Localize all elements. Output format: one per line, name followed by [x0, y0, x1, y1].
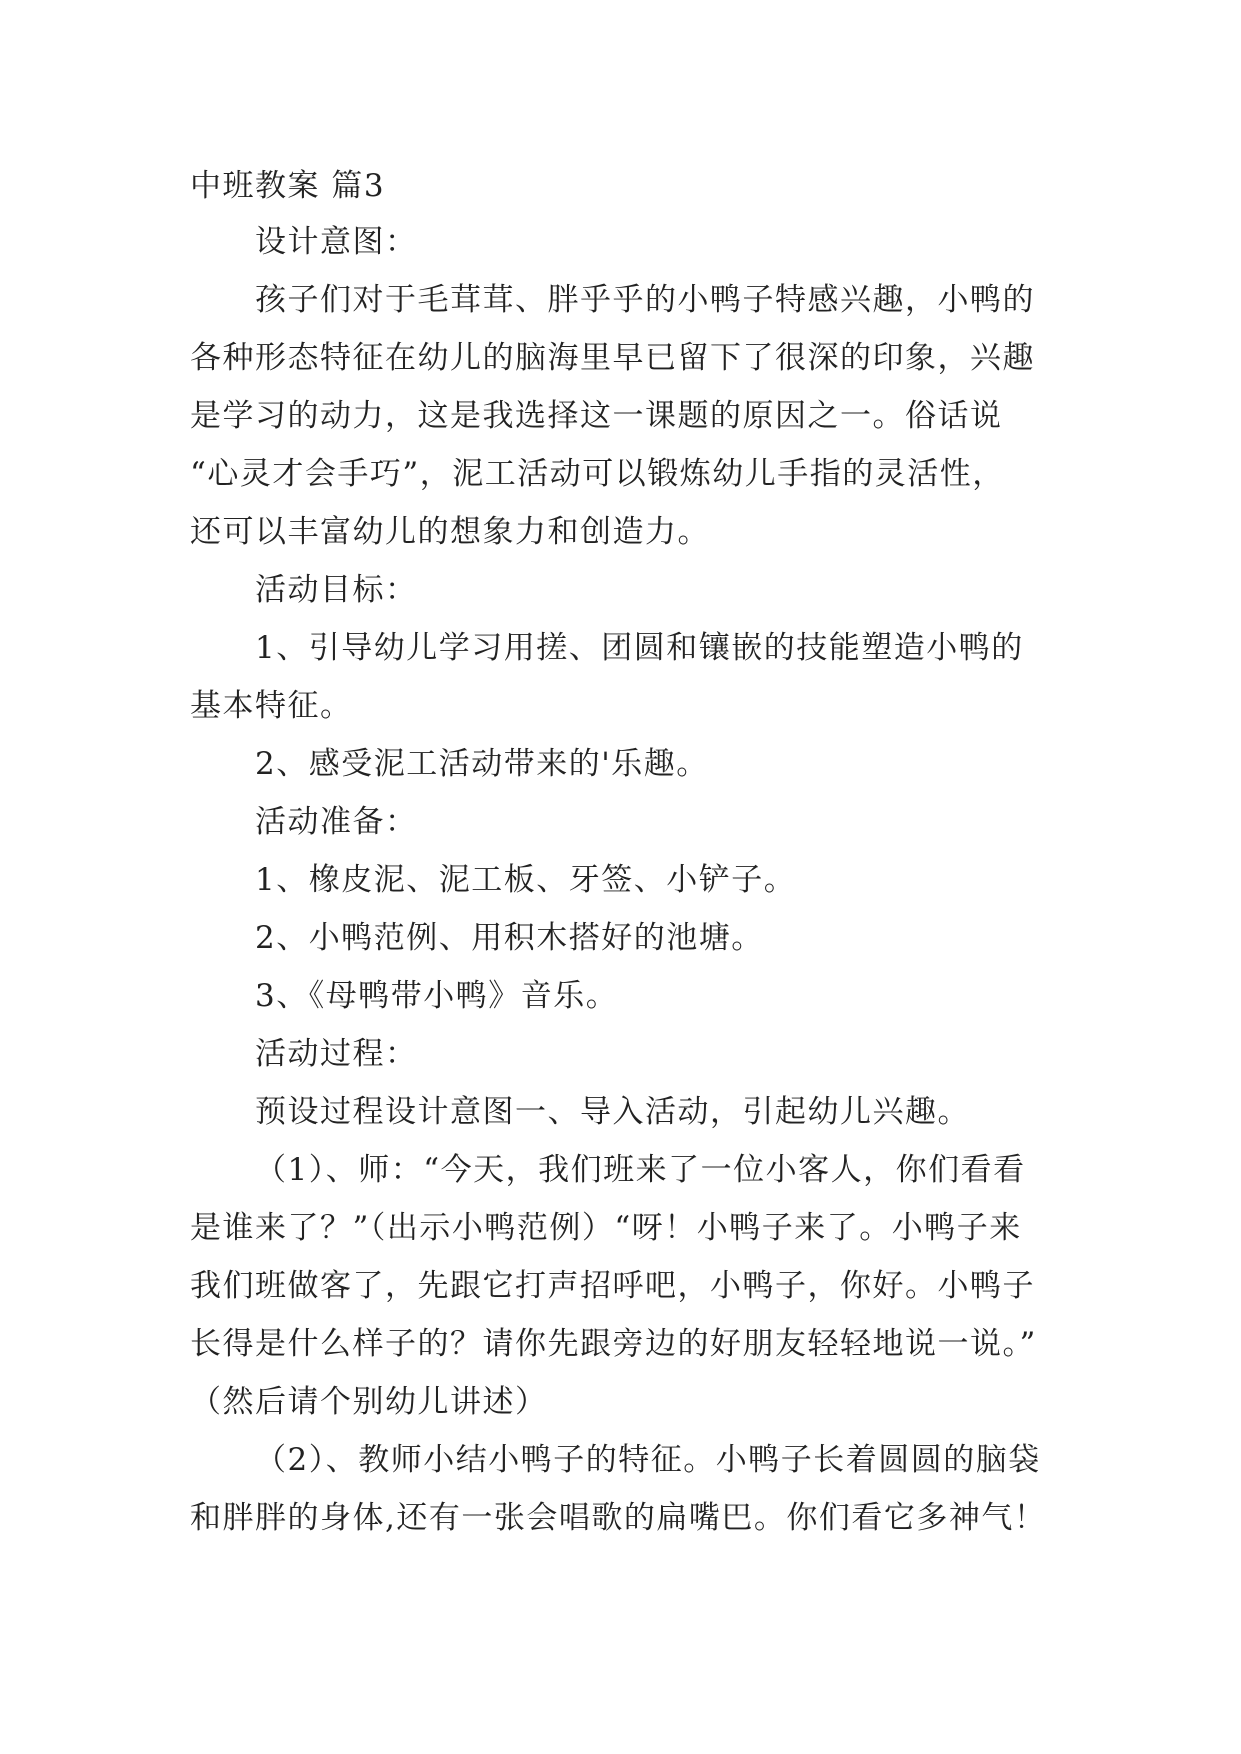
paragraph-line: （然后请个别幼儿讲述）: [190, 1384, 548, 1420]
paragraph-line: “心灵才会手巧”，泥工活动可以锻炼幼儿手指的灵活性，: [190, 456, 1005, 492]
paragraph-line: 和胖胖的身体,还有一张会唱歌的扁嘴巴。你们看它多神气！: [190, 1500, 1047, 1536]
paragraph-line: 孩子们对于毛茸茸、胖乎乎的小鸭子特感兴趣，小鸭的: [255, 282, 1035, 318]
list-item-line: 基本特征。: [190, 688, 353, 724]
paragraph-line: 是谁来了？”（出示小鸭范例）“呀！小鸭子来了。小鸭子来: [190, 1210, 1022, 1246]
section-heading-activity-preparation: 活动准备：: [255, 804, 418, 840]
list-item-line: 1、引导幼儿学习用搓、团圆和镶嵌的技能塑造小鸭的: [255, 630, 1024, 666]
paragraph-line: 预设过程设计意图一、导入活动，引起幼儿兴趣。: [255, 1094, 970, 1130]
list-item-line: 2、小鸭范例、用积木搭好的池塘。: [255, 920, 764, 956]
paragraph-line: 是学习的动力，这是我选择这一课题的原因之一。俗话说: [190, 398, 1003, 434]
section-heading-design-intent: 设计意图：: [255, 224, 418, 260]
paragraph-line: 各种形态特征在幼儿的脑海里早已留下了很深的印象，兴趣: [190, 340, 1035, 376]
list-item-line: 3、《母鸭带小鸭》音乐。: [255, 978, 619, 1014]
list-item-line: 2、感受泥工活动带来的'乐趣。: [255, 746, 709, 782]
document-title: 中班教案 篇3: [190, 168, 386, 204]
paragraph-line: 长得是什么样子的？请你先跟旁边的好朋友轻轻地说一说。”: [190, 1326, 1037, 1362]
paragraph-line: 还可以丰富幼儿的想象力和创造力。: [190, 514, 710, 550]
section-heading-activity-goals: 活动目标：: [255, 572, 418, 608]
list-item-line: 1、橡皮泥、泥工板、牙签、小铲子。: [255, 862, 797, 898]
paragraph-line: （1）、师：“今天，我们班来了一位小客人，你们看看: [255, 1152, 1026, 1188]
paragraph-line: （2）、教师小结小鸭子的特征。小鸭子长着圆圆的脑袋: [255, 1442, 1041, 1478]
paragraph-line: 我们班做客了，先跟它打声招呼吧，小鸭子，你好。小鸭子: [190, 1268, 1035, 1304]
section-heading-activity-process: 活动过程：: [255, 1036, 418, 1072]
